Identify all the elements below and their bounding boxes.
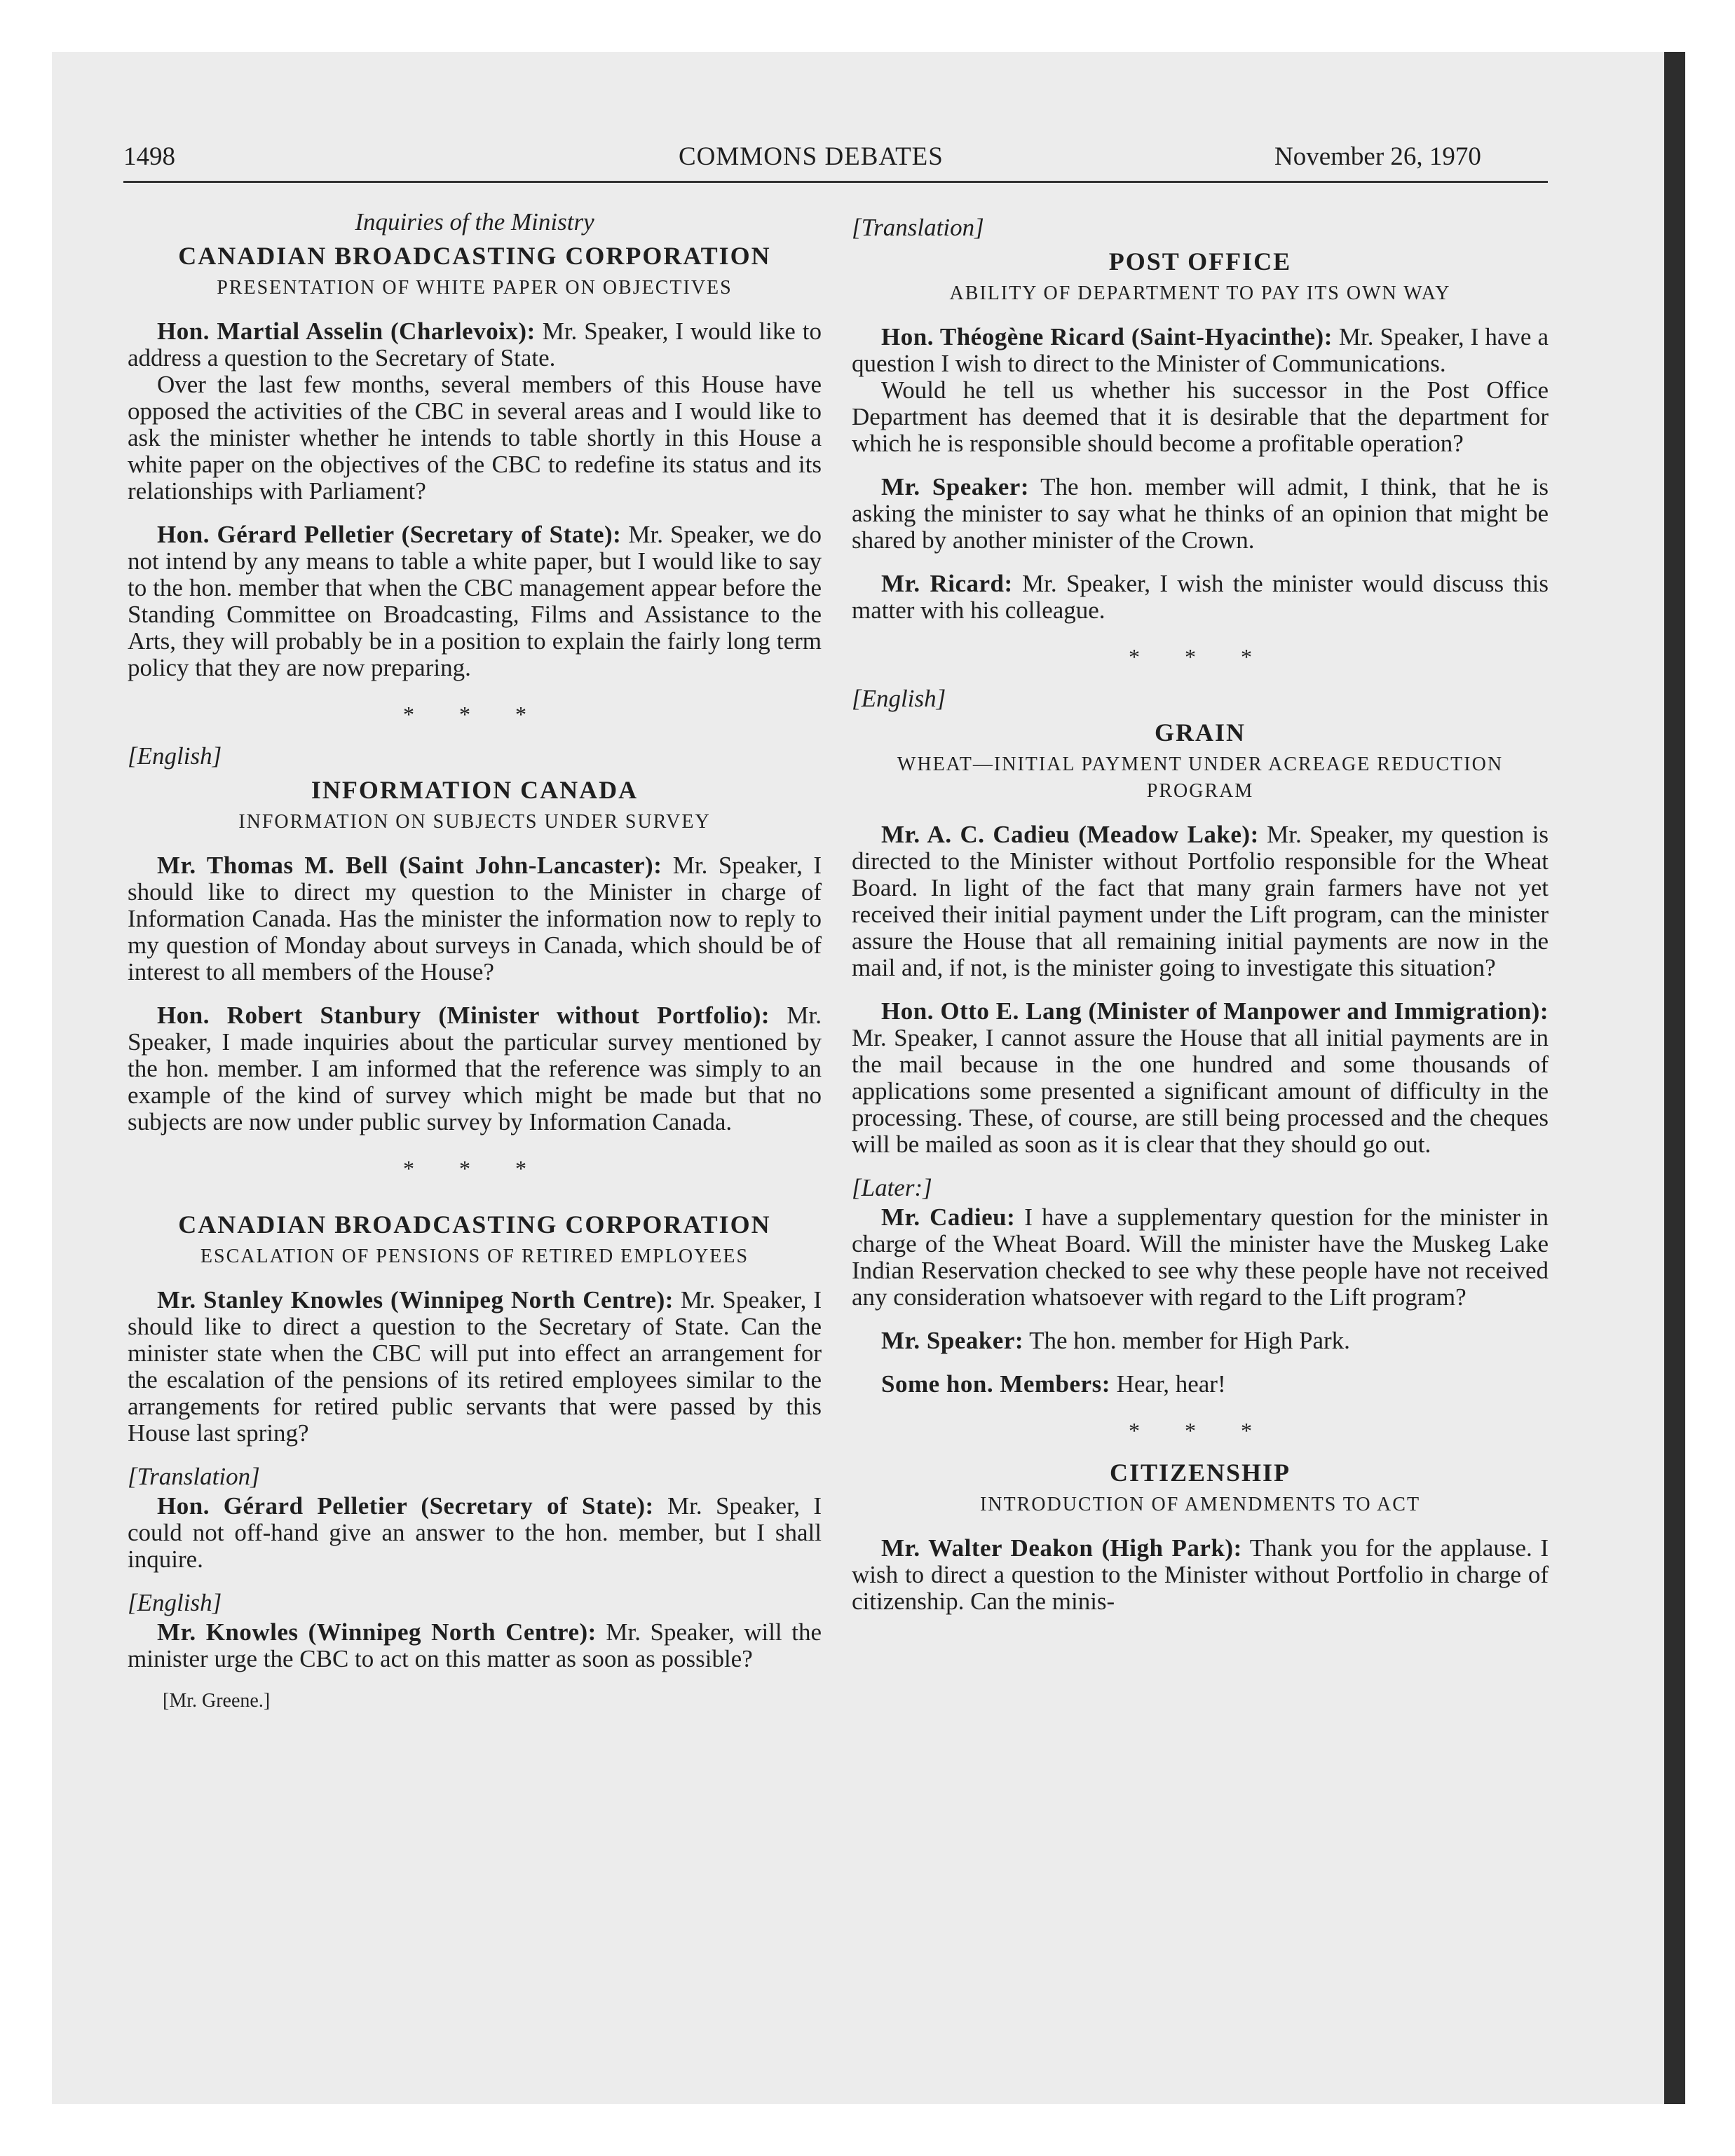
paragraph (128, 1493, 822, 1573)
speaker-name: Mr. Knowles (Winnipeg North Centre): (157, 1618, 597, 1646)
speech-text: Mr. Speaker, I should like to direct a question to the Secretary of State. Can the minister state when the CBC will put into effect an arrangement for the escalation of the pensions of its retired employees similar to the arrangements for retired public servants that were passed by this House last spring? (128, 1286, 822, 1447)
right-column (852, 209, 1549, 1615)
paragraph (852, 571, 1549, 624)
subheading-wheat-payment: WHEAT—INITIAL PAYMENT UNDER ACREAGE REDUCTION PROGRAM (897, 753, 1504, 802)
paragraph (128, 852, 822, 985)
speaker-name: Mr. Ricard: (881, 570, 1013, 597)
speaker-name: Mr. Cadieu: (881, 1203, 1016, 1231)
language-marker: [English] (852, 685, 946, 712)
heading-citizenship: CITIZENSHIP (1109, 1459, 1291, 1487)
speech-text: Mr. Speaker, I made inquiries about the particular survey mentioned by the hon. member. I am informed that the reference was simply to an example of the kind of survey which might be made but that no subjects are now under public survey by Information Canada. (128, 1002, 822, 1135)
speech-text: Mr. Speaker, will the minister urge the CBC to act on this matter as soon as possible? (128, 1618, 822, 1672)
speaker-name: Some hon. Members: (881, 1370, 1110, 1398)
subheading-white-paper: PRESENTATION OF WHITE PAPER ON OBJECTIVES (217, 277, 733, 299)
subheading-pay-own-way: ABILITY OF DEPARTMENT TO PAY ITS OWN WAY (949, 282, 1451, 304)
speech-text: Mr. Speaker, we do not intend by any means to table a white paper, but I would like to say to the hon. member that when the CBC management appear before the Standing Committee on Broadcasting, Films and Assistance to the Arts, they will probably be in a position to explain the fairly long term policy that they are now preparing. (128, 521, 822, 681)
scan-edge-shadow (1664, 52, 1685, 2104)
heading-information-canada: INFORMATION CANADA (311, 776, 639, 804)
speaker-name: Hon. Gérard Pelletier (Secretary of State): (157, 521, 622, 548)
paragraph (852, 324, 1549, 377)
header-rule (123, 181, 1548, 183)
paragraph: Would he tell us whether his successor in the Post Office Department has deemed that it is desirable that the department for which he is responsible should become a profitable operation? (852, 376, 1549, 457)
page-number: 1498 (123, 142, 175, 171)
speaker-name: Mr. Speaker: (881, 473, 1029, 500)
subheading-amendments: INTRODUCTION OF AMENDMENTS TO ACT (979, 1494, 1421, 1515)
paragraph (128, 318, 822, 371)
speech-text: I have a supplementary question for the minister in charge of the Wheat Board. Will the minister have the Muskeg Lake Indian Reservation checked to see why these people have not received any consideration whatsoever with regard to the Lift program? (852, 1203, 1549, 1311)
paragraph (852, 474, 1549, 554)
speech-text: The hon. member will admit, I think, that he is asking the minister to say what he thinks of an opinion that might be shared by another minister of the Crown. (852, 473, 1549, 554)
paragraph (128, 521, 822, 681)
speaker-name: Mr. Thomas M. Bell (Saint John-Lancaster): (157, 852, 662, 879)
paragraph (852, 1204, 1549, 1311)
speaker-name: Mr. A. C. Cadieu (Meadow Lake): (881, 821, 1259, 848)
publication-date: November 26, 1970 (1274, 142, 1481, 171)
speech-text: Thank you for the applause. I wish to direct a question to the Minister without Portfolio in charge of citizenship. Can the minis- (852, 1534, 1549, 1615)
paragraph: Over the last few months, several members of this House have opposed the activities of the CBC in several areas and I would like to ask the minister whether he intends to table shortly in this House a white paper on the objectives of the CBC to redefine its status and its relationships with Parliament? (128, 371, 822, 505)
speaker-name: Hon. Martial Asselin (Charlevoix): (157, 318, 536, 345)
speaker-name: Mr. Stanley Knowles (Winnipeg North Centre): (157, 1286, 674, 1314)
later-marker: [Later:] (852, 1174, 932, 1201)
paragraph (852, 1535, 1549, 1615)
section-label: Inquiries of the Ministry (355, 208, 594, 236)
speech-text: Mr. Speaker, I wish the minister would discuss this matter with his colleague. (852, 570, 1549, 624)
heading-post-office: POST OFFICE (1108, 247, 1292, 275)
speech-text: Mr. Speaker, I should like to direct my question to the Minister in charge of Information Canada. Has the minister the information now to reply to my question of Monday about surveys in Canada, which should be of interest to all members of the House? (128, 852, 822, 985)
publication-title: COMMONS DEBATES (679, 142, 944, 171)
heading-cbc: CANADIAN BROADCASTING CORPORATION (178, 242, 771, 270)
language-marker: [Translation] (852, 214, 984, 241)
subheading-survey: INFORMATION ON SUBJECTS UNDER SURVEY (238, 811, 711, 833)
paragraph (852, 821, 1549, 981)
speech-text: Mr. Speaker, I could not off-hand give an answer to the hon. member, but I shall inquire. (128, 1492, 822, 1573)
language-marker: [English] (128, 742, 222, 770)
heading-cbc-pensions: CANADIAN BROADCASTING CORPORATION (178, 1210, 771, 1239)
speaker-name: Mr. Walter Deakon (High Park): (881, 1534, 1242, 1562)
subheading-pensions: ESCALATION OF PENSIONS OF RETIRED EMPLOYEES (200, 1246, 749, 1267)
speaker-name: Hon. Robert Stanbury (Minister without Portfolio): (157, 1002, 770, 1029)
speaker-name: Hon. Otto E. Lang (Minister of Manpower and Immigration): (881, 997, 1549, 1025)
paragraph (852, 998, 1549, 1158)
section-separator: * * * (1129, 1418, 1272, 1443)
left-column (128, 209, 822, 1714)
paragraph (852, 1328, 1549, 1354)
section-separator: * * * (403, 702, 546, 727)
section-separator: * * * (403, 1156, 546, 1181)
speech-text: Mr. Speaker, I have a question I wish to direct to the Minister of Communications. (852, 323, 1549, 377)
speech-text: Mr. Speaker, my question is directed to the Minister without Portfolio responsible for the Wheat Board. In light of the fact that many grain farmers have not yet received their initial payment under the Lift program, can the minister assure the House that all remaining initial payments are now in the mail and, if not, is the minister going to investigate this situation? (852, 821, 1549, 981)
paragraph (128, 1619, 822, 1672)
paragraph (128, 1002, 822, 1135)
page-footnote: [Mr. Greene.] (163, 1690, 271, 1712)
speech-text: Hear, hear! (1110, 1370, 1226, 1398)
language-marker: [Translation] (128, 1463, 260, 1490)
language-marker: [English] (128, 1589, 222, 1616)
speaker-name: Mr. Speaker: (881, 1327, 1024, 1354)
speech-text: The hon. member for High Park. (1023, 1327, 1350, 1354)
speaker-name: Hon. Gérard Pelletier (Secretary of State): (157, 1492, 654, 1520)
speech-text: Mr. Speaker, I would like to address a question to the Secretary of State. (128, 318, 822, 371)
speaker-name: Hon. Théogène Ricard (Saint-Hyacinthe): (881, 323, 1333, 350)
speech-text: Mr. Speaker, I cannot assure the House that all initial payments are in the mail because in the one hundred and some thousands of applications some presented a significant amount of difficulty in the processing. These, of course, are still being processed and the cheques will be mailed as soon as it is clear that they should go out. (852, 1024, 1549, 1158)
section-separator: * * * (1129, 644, 1272, 669)
heading-grain: GRAIN (1154, 718, 1246, 746)
paragraph (128, 1287, 822, 1447)
paragraph (852, 1371, 1549, 1398)
